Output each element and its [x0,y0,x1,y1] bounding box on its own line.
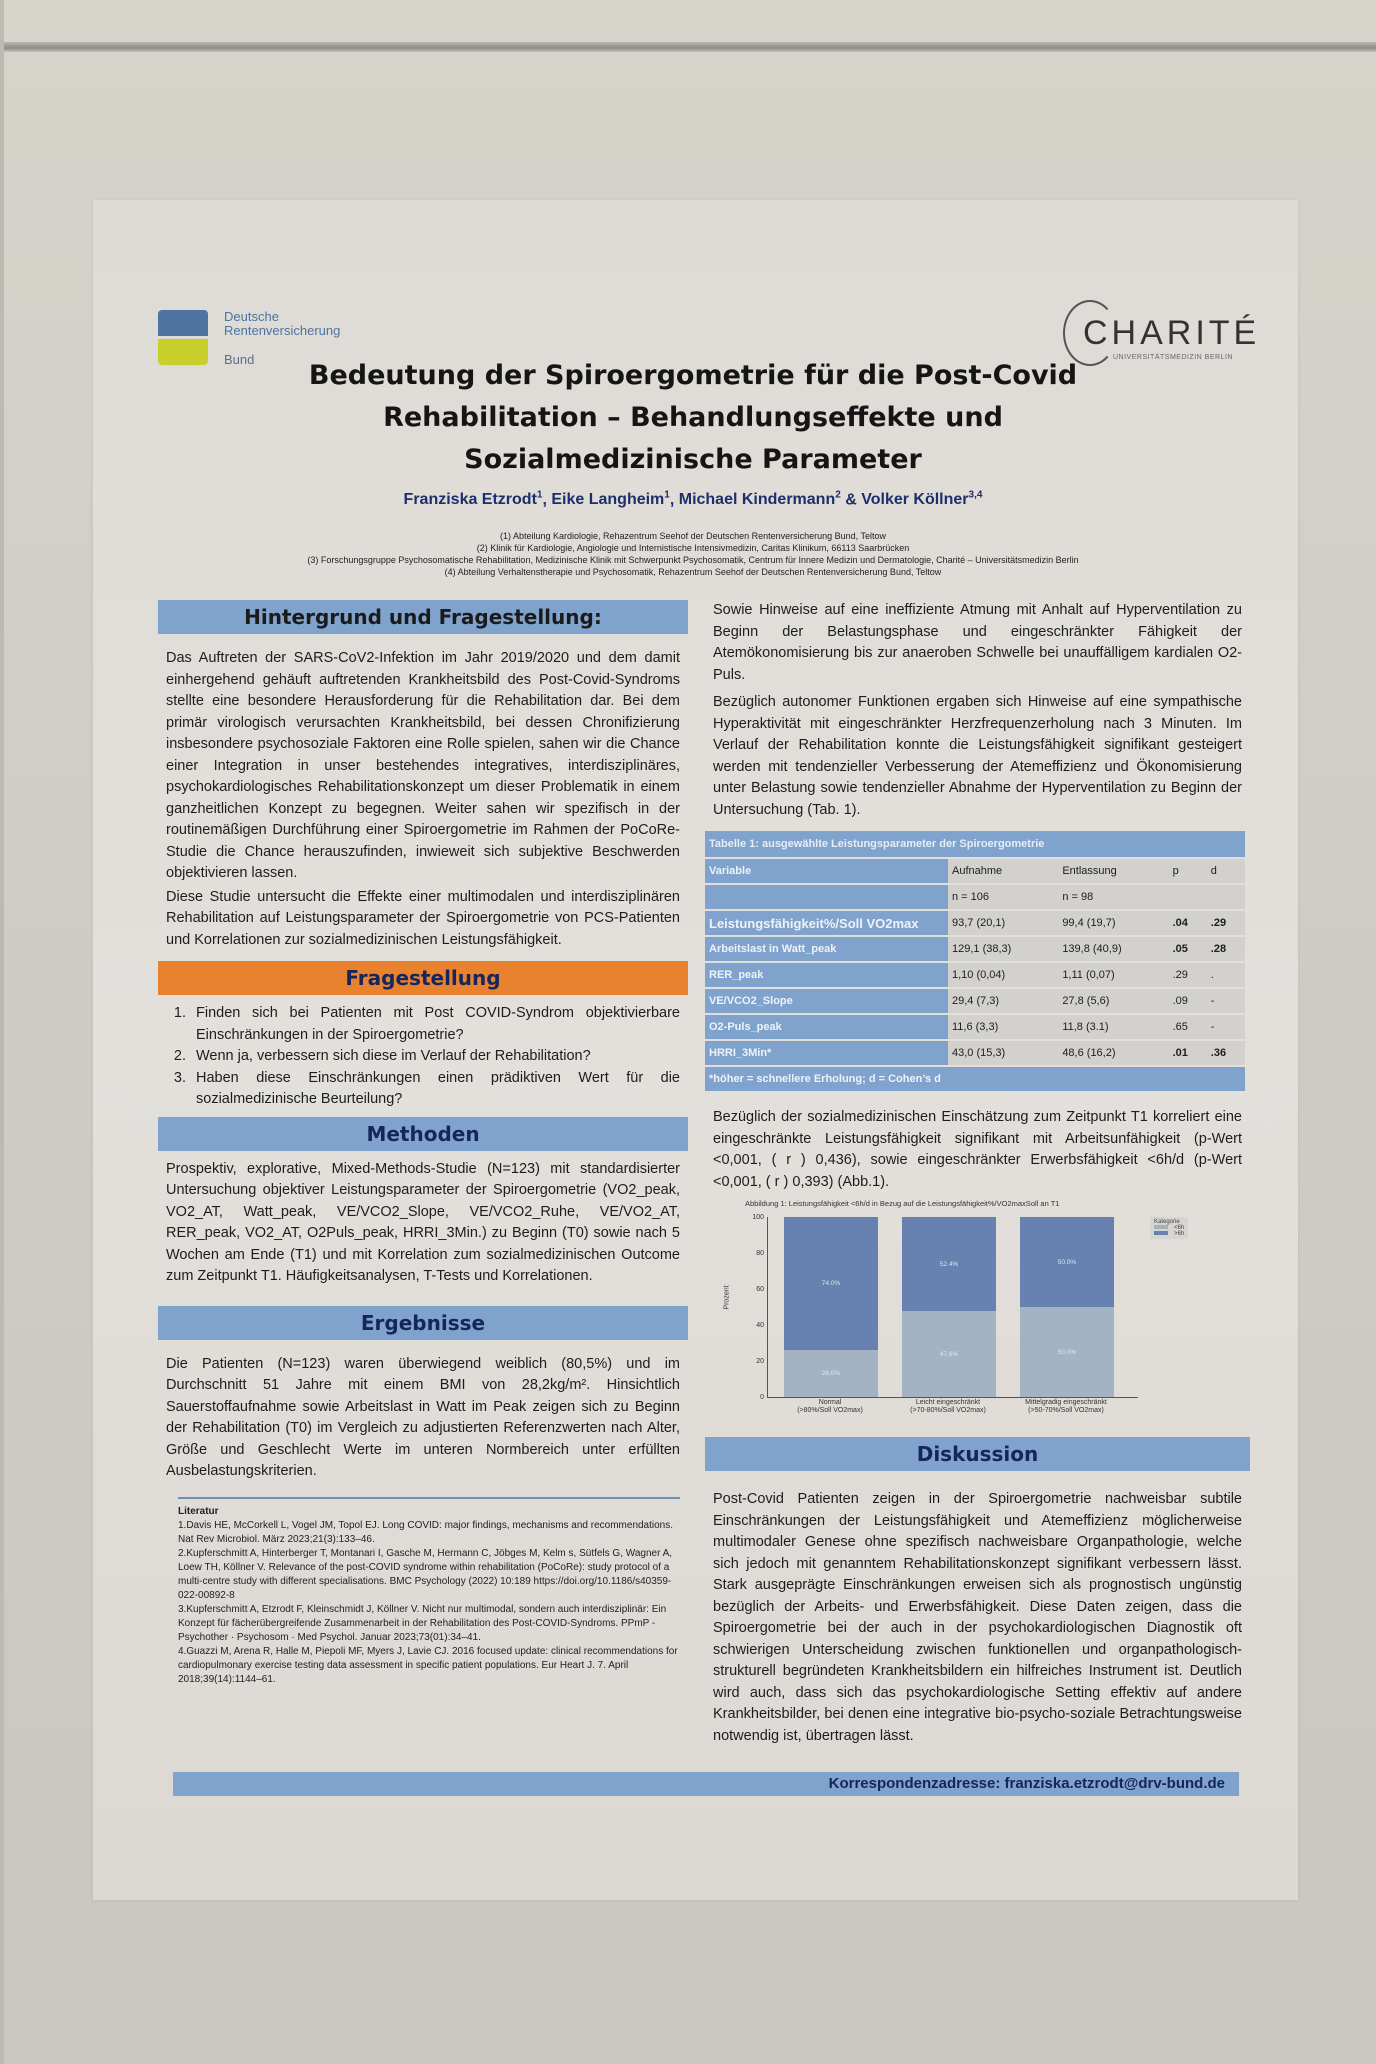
affiliation: (3) Forschungsgruppe Psychosomatische Rehabilitation, Medizinische Klinik mit Schwerpunkt Psychosomatik, Centrum für Innere Medizin und Dermatologie, Charité – Universitätsmedizin Berlin [307,555,1079,565]
table-cell: .29 [1169,963,1207,987]
table-1 [705,829,1245,1093]
drv-logo-mark-yellow [158,339,208,365]
table-cell: 93,7 (20,1) [948,911,1058,935]
table-cell: - [1207,1015,1245,1039]
table-cell [705,885,948,909]
table-cell: Arbeitslast in Watt_peak [705,937,948,961]
chart-bar-normal [784,1217,878,1397]
charite-subtitle: UNIVERSITÄTSMEDIZIN BERLIN [1113,354,1233,361]
drv-logo-line1: Deutsche [224,309,279,324]
question-item: 1. Finden sich bei Patienten mit Post COVID-Syndrom objektivierbare Einschränkungen in der Spiroergometrie? [190,1003,680,1046]
table-n-row [705,885,1245,909]
table-header-cell: Entlassung [1058,859,1168,883]
table-header-cell: p [1169,859,1207,883]
table-caption-row [705,831,1245,857]
table-cell: .09 [1169,989,1207,1013]
ergebnisse-cont-paragraph-1: Sowie Hinweise auf eine ineffiziente Atmung mit Anhalt auf Hyperventilation zu Beginn der Belastungsphase und eingeschränkter Fähigkeit der Atemökonomisierung bis zur anaeroben Schwelle bei unauffälligem kardialen O2-Puls. [713,602,1242,683]
x-category-label: Mittelgradig eingeschränkt (>50-70%/Soll VO2max) [1025,1399,1107,1414]
diskussion-paragraph: Post-Covid Patienten zeigen in der Spiroergometrie nachweisbar subtile Einschränkungen der Leistungsfähigkeit und Atemeffizienz möglicherweise multimodaler Genese ohne spezifisch nachweisbare Organpathologie, welche sich jedoch mit genanntem Rehabilitationskonzept signifikant verbessern lässt. Stark ausgeprägte Einschränkungen erweisen sich als prognostisch ungünstig bezüglich der Arbeits- und Erwerbsfähigkeit. Diese Daten zeigen, dass die Spiroergometrie bei der auch in der psychokardiologischen Diagnostik oft schwierigen Unterscheidung zwischen funktionellen und organpathologisch-strukturell begründeten Krankheitsbildern ein hilfreiches Instrument ist. Deutlich wird auch, dass sich das psychokardiologische Setting effektiv auf andere Krankheitsbilder, bei denen eine integrative bio-psycho-soziale Betrachtungsweise notwendig ist, übertragen lässt. [713,1491,1242,1744]
y-tick: 80 [756,1250,764,1257]
table-cell: n = 98 [1058,885,1168,909]
reference-item: 4.Guazzi M, Arena R, Halle M, Piepoli MF, Myers J, Lavie CJ. 2016 focused update: clinical recommendations for cardiopulmonary exercise testing data assessment in specific patient populations. Eur Heart J. 7. April 2018;39(14):1144–61. [178,1645,678,1685]
chart-ylabel: Prozent [723,1285,731,1310]
table-cell: 29,4 (7,3) [948,989,1058,1013]
section-heading-ergebnisse: Ergebnisse [158,1306,688,1340]
table-header-cell: Aufnahme [948,859,1058,883]
left-column [158,600,688,1687]
table-row [705,1041,1245,1065]
y-tick: 0 [760,1394,764,1401]
table-cell: 129,1 (38,3) [948,937,1058,961]
bar-segment-lt6h: 47.6% [902,1311,996,1397]
author: Franziska Etzrodt$^1$ [403,490,543,509]
legend-title: Kategorie [1154,1219,1180,1225]
table-cell: RER_peak [705,963,948,987]
table-cell: HRRI_3Min* [705,1041,948,1065]
table-cell: .04 [1169,911,1207,935]
hintergrund-paragraph-1: Das Auftreten der SARS-CoV2-Infektion im Jahr 2019/2020 und dem damit einhergehend gehäuft auftretenden Krankheitsbild des Post-Covid-Syndroms stellte eine besondere Herausforderung für die Rehabilitation dar. Bei dem primär virologisch verursachten Krankheitsbild, bei dessen Chronifizierung insbesondere psychosoziale Faktoren eine Rolle spielen, sahen wir die Chance einer Integration in unser bestehendes integratives, interdisziplinäres, psychokardiologisches Rehabilitationskonzept um dieser Problematik in einem ganzheitlichen Konzept zu begegnen. Weiter sahen wir spezifisch in der routinemäßigen Durchführung einer Spiroergometrie im Rahmen der PoCoRe-Studie die Chance herauszufinden, inwieweit sich subjektive Beschwerden objektivieren lassen. [166,650,680,881]
drv-logo-line2: Rentenversicherung [224,323,341,338]
table-cell: 27,8 (5,6) [1058,989,1168,1013]
table-caption: Tabelle 1: ausgewählte Leistungsparameter der Spiroergometrie [705,831,1245,857]
bar-segment-gt6h: 52.4% [902,1217,996,1311]
section-heading-fragestellung: Fragestellung [158,961,688,995]
table-cell: .36 [1207,1041,1245,1065]
chart-bar-mittelgradig [1020,1217,1114,1397]
chart-legend [1150,1217,1188,1239]
bar-segment-lt6h: 26.0% [784,1350,878,1397]
hintergrund-paragraph-2: Diese Studie untersucht die Effekte einer multimodalen und interdisziplinären Rehabilitation auf Leistungsparameter der Spiroergometrie von PCS-Patienten und Korrelationen zur sozialmedizinischen Leistungsfähigkeit. [166,888,680,948]
bar-segment-lt6h: 50.0% [1020,1307,1114,1397]
x-category-label: Leicht eingeschränkt (>70-80%/Soll VO2max) [910,1399,986,1414]
table-footnote-row [705,1067,1245,1091]
wall-rail [0,42,1376,52]
y-tick: 100 [752,1214,764,1221]
table-cell: .65 [1169,1015,1207,1039]
table-cell: n = 106 [948,885,1058,909]
section-heading-diskussion: Diskussion [705,1437,1250,1471]
contact-footer [173,1772,1239,1796]
charite-name: CHARITÉ [1083,314,1261,352]
question-item: 2. Wenn ja, verbessern sich diese im Verlauf der Rehabilitation? [190,1046,680,1068]
ergebnisse-paragraph: Die Patienten (N=123) waren überwiegend weiblich (80,5%) und im Durchschnitt 51 Jahre mit einem BMI von 28,2kg/m². Hinsichtlich Sauerstoffaufnahme sowie Arbeitslast in Watt im Peak zeigen sich zu Beginn der Rehabilitation (T0) im Vergleich zu adjustierten Referenzwerten nach Alter, Größe und Geschlecht Werte im unteren Normbereich unter erfüllten Ausbelastungskriterien. [166,1355,680,1479]
y-tick: 60 [756,1286,764,1293]
table-cell: Leistungsfähigkeit%/Soll VO2max [705,911,948,935]
legend-swatch-gt6h-icon [1154,1231,1168,1235]
table-cell: VE/VCO2_Slope [705,989,948,1013]
author: Volker Köllner$^{3,4}$ [861,490,983,509]
chart-title: Abbildung 1: Leistungsfähigkeit <6h/d in Bezug auf die Leistungsfähigkeit%/VO2maxSoll an T1 [745,1199,1060,1208]
table-footnote: *höher = schnellere Erholung; d = Cohen’s d [705,1067,1245,1091]
legend-entry: <6h [1154,1225,1184,1231]
bar-segment-gt6h: 50.0% [1020,1217,1114,1307]
table-cell: - [1207,989,1245,1013]
table-cell: .05 [1169,937,1207,961]
methoden-paragraph: Prospektiv, explorative, Mixed-Methods-Studie (N=123) mit standardisierter Untersuchung objektiver Leistungsparameter der Spiroergometrie (VO2_peak, VO2_AT, Watt_peak, VE/VCO2_Slope, VE/VCO2_Ruhe, VE/VO2_AT, RER_peak, VO2_AT, O2Puls_peak, HRRI_3Min.) zu Beginn (T0) sowie nach 5 Wochen am Ende (T1) und mit Korrelation zum sozialmedizinischen Outcome zum Zeitpunkt T1. Häufigkeitsanalysen, T-Tests und Korrelationen. [166,1160,680,1284]
table-cell: 11,6 (3,3) [948,1015,1058,1039]
drv-logo-mark-blue [158,310,208,336]
contact-email: Korrespondenzadresse: franziska.etzrodt@drv-bund.de [828,1775,1225,1792]
table-row [705,963,1245,987]
affiliation: (2) Klinik für Kardiologie, Angiologie und Internistische Intensivmedizin, Caritas Klinikum, 66113 Saarbrücken [476,543,910,553]
question-item: 3. Haben diese Einschränkungen einen prädiktiven Wert für die sozialmedizinische Beurteilung? [190,1068,680,1111]
x-category-label: Normal (>80%/Soll VO2max) [797,1399,863,1414]
reference-item: 3.Kupferschmitt A, Etzrodt F, Kleinschmidt J, Köllner V. Nicht nur multimodal, sondern auch interdisziplinär: Ein Konzept für fächerübergreifende Zusammenarbeit in der Rehabilitation des Post-COVID-Syndroms. PPmP - Psychother · Psychosom · Med Psychol. Januar 2023;73(01):34–41. [178,1603,667,1643]
table-cell: .01 [1169,1041,1207,1065]
table-cell: 139,8 (40,9) [1058,937,1168,961]
reference-item: 1.Davis HE, McCorkell L, Vogel JM, Topol EJ. Long COVID: major findings, mechanisms and recommendations. Nat Rev Microbiol. März 2023;21(3):133–46. [178,1519,674,1545]
table-cell: 43,0 (15,3) [948,1041,1058,1065]
table-cell [1207,885,1245,909]
chart-bar-leicht [902,1217,996,1397]
ergebnisse-cont-paragraph-3: Bezüglich der sozialmedizinischen Einschätzung zum Zeitpunkt T1 korreliert eine eingeschränkte Leistungsfähigkeit signifikant mit Arbeitsunfähigkeit (p-Wert <0,001, ( r ) 0,436), sowie eingeschränkter Erwerbsfähigkeit <6h/d (p-Wert <0,001, ( r ) 0,393) (Abb.1). [713,1109,1242,1190]
table-header-row [705,859,1245,883]
chart-plot-area [752,1214,1138,1401]
table-cell: 11,8 (3.1) [1058,1015,1168,1039]
table-row [705,989,1245,1013]
table-header-cell: d [1207,859,1245,883]
table-cell: 1,11 (0,07) [1058,963,1168,987]
table-cell: . [1207,963,1245,987]
poster-title: Bedeutung der Spiroergometrie für die Post-Covid Rehabilitation – Behandlungseffekte und Sozialmedizinische Parameter [308,360,1078,475]
ergebnisse-cont-paragraph-2: Bezüglich autonomer Funktionen ergaben sich Hinweise auf eine sympathische Hyperaktivität mit eingeschränkter Herzfrequenzerholung nach 3 Minuten. Im Verlauf der Rehabilitation konnte die Leistungsfähigkeit signifikant gesteigert werden mit tendenzieller Verbesserung der Atemeffizienz und Ökonomisierung unter Belastung sowie tendenzieller Abnahme der Hyperventilation zu Beginn der Untersuchung (Tab. 1). [713,694,1242,818]
reference-item: 2.Kupferschmitt A, Hinterberger T, Montanari I, Gasche M, Hermann C, Jöbges M, Kelm s, Sütfels G, Wagner A, Loew TH, Köllner V. Relevance of the post-COVID syndrome within rehabilitation (PoCoRe): study protocol of a multi-centre study with different specialisations. BMC Psychology (2022) 10:189 https://doi.org/10.1186/s40359-022-00892-8 [178,1547,673,1601]
legend-swatch-lt6h-icon [1154,1225,1168,1229]
author-list: Franziska Etzrodt$^1$, Eike Langheim$^1$, Michael Kindermann$^2$ & Volker Köllner$^{3,4}$ [403,490,983,509]
wall-edge [0,0,4,2064]
table-row [705,1015,1245,1039]
author: Eike Langheim$^1$ [551,490,670,509]
literature-heading: Literatur [178,1505,219,1517]
literature-section [178,1497,680,1687]
drv-logo-bund: Bund [224,352,255,367]
right-column [705,600,1250,1753]
affiliation: (4) Abteilung Verhaltenstherapie und Psychosomatik, Rehazentrum Seehof der Deutschen Rentenversicherung Bund, Teltow [444,567,942,577]
research-questions [158,1003,680,1111]
table-cell: 48,6 (16,2) [1058,1041,1168,1065]
table-cell: .28 [1207,937,1245,961]
bar-segment-gt6h: 74.0% [784,1217,878,1350]
legend-entry: >6h [1154,1231,1184,1237]
poster [93,200,1298,1900]
y-tick: 20 [756,1358,764,1365]
figure-1-chart [705,1199,1245,1429]
author: Michael Kindermann$^2$ [678,490,841,509]
table-row [705,911,1245,935]
affiliations [193,530,1193,578]
table-cell: O2-Puls_peak [705,1015,948,1039]
affiliation: (1) Abteilung Kardiologie, Rehazentrum Seehof der Deutschen Rentenversicherung Bund, Teltow [499,531,887,541]
table-cell: .29 [1207,911,1245,935]
section-heading-hintergrund: Hintergrund und Fragestellung: [158,600,688,634]
y-tick: 40 [756,1322,764,1329]
drv-logo-text [224,310,384,338]
table-cell [1169,885,1207,909]
table-cell: 99,4 (19,7) [1058,911,1168,935]
table-header-cell: Variable [705,859,948,883]
table-row [705,937,1245,961]
table-cell: 1,10 (0,04) [948,963,1058,987]
section-heading-methoden: Methoden [158,1117,688,1151]
